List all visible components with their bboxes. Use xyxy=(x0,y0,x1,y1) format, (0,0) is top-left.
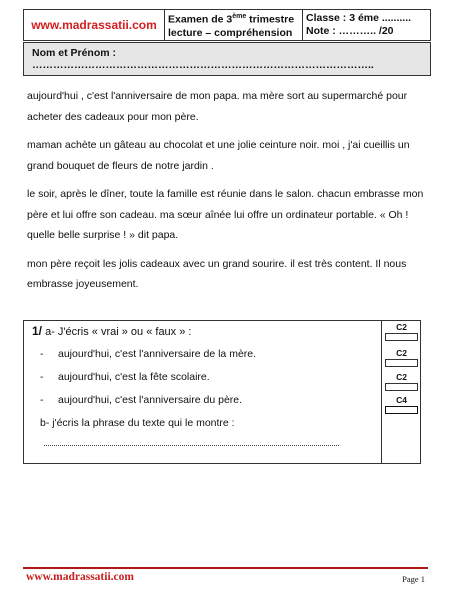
score-box[interactable] xyxy=(385,359,418,367)
header-class-cell xyxy=(303,10,430,40)
item-text: aujourd'hui, c'est l'anniversaire du père. xyxy=(58,394,243,406)
class-field: Classe : 3 éme .......... xyxy=(306,12,412,24)
name-field[interactable] xyxy=(23,42,431,76)
paragraph-1: aujourd'hui , c'est l'anniversaire de mon papa. ma mère sort au supermarché pour acheter des cadeaux pour mon père. xyxy=(27,90,408,123)
paragraph-2: maman achète un gâteau au chocolat et une jolie ceinture noir. moi , j'ai cueillis un grand bouquet de fleurs de notre jardin . xyxy=(27,139,410,172)
score-label: C2 xyxy=(396,322,407,332)
exam-title-b: trimestre xyxy=(246,13,295,26)
question-box xyxy=(23,320,421,464)
score-box[interactable] xyxy=(385,406,418,414)
reading-text xyxy=(27,86,427,303)
question-item[interactable] xyxy=(40,394,242,406)
item-text: aujourd'hui, c'est l'anniversaire de la mère. xyxy=(58,348,257,360)
score-column xyxy=(382,321,421,463)
item-dash: - xyxy=(40,371,44,383)
header-exam-cell xyxy=(165,10,303,40)
footer-divider xyxy=(23,567,428,569)
item-dash: - xyxy=(40,348,44,360)
question-title xyxy=(32,324,191,338)
exam-title xyxy=(168,10,299,27)
header-site-link[interactable]: www.madrassatii.com xyxy=(31,18,157,32)
score-box[interactable] xyxy=(385,333,418,341)
exam-header xyxy=(23,9,431,41)
question-b: b- j'écris la phrase du texte qui le montre : xyxy=(40,417,235,429)
page-number: Page 1 xyxy=(402,574,425,584)
question-number: 1/ xyxy=(32,324,43,338)
answer-line[interactable] xyxy=(44,437,339,446)
question-item[interactable] xyxy=(40,371,210,383)
paragraph-3: le soir, après le dîner, toute la famille est réunie dans le salon. chacun embrasse mon père et lui offre son cadeau. ma sœur aînée lui offre un ordinateur portable. « Oh ! quelle belle surprise ! » dit papa. xyxy=(27,188,424,241)
score-label: C2 xyxy=(396,372,407,382)
header-site-cell xyxy=(24,10,165,40)
exam-title-a: Examen de 3 xyxy=(168,13,233,26)
question-area xyxy=(24,321,382,463)
name-label: Nom et Prénom : …………………………………………………………………………………….. xyxy=(32,47,374,71)
footer-site-link[interactable]: www.madrassatii.com xyxy=(26,571,134,583)
question-item[interactable] xyxy=(40,348,256,360)
exam-subject: lecture – compréhension xyxy=(168,26,293,39)
exam-title-sup: ème xyxy=(232,13,247,21)
note-field: Note : ……….. /20 xyxy=(306,25,394,37)
score-box[interactable] xyxy=(385,383,418,391)
item-text: aujourd'hui, c'est la fête scolaire. xyxy=(58,371,210,383)
score-label: C2 xyxy=(396,348,407,358)
question-instruction: a- J'écris « vrai » ou « faux » : xyxy=(42,326,192,338)
item-dash: - xyxy=(40,394,44,406)
paragraph-4: mon père reçoit les jolis cadeaux avec un grand sourire. il est très content. Il nous embrasse joyeusement. xyxy=(27,257,407,290)
score-label: C4 xyxy=(396,395,407,405)
